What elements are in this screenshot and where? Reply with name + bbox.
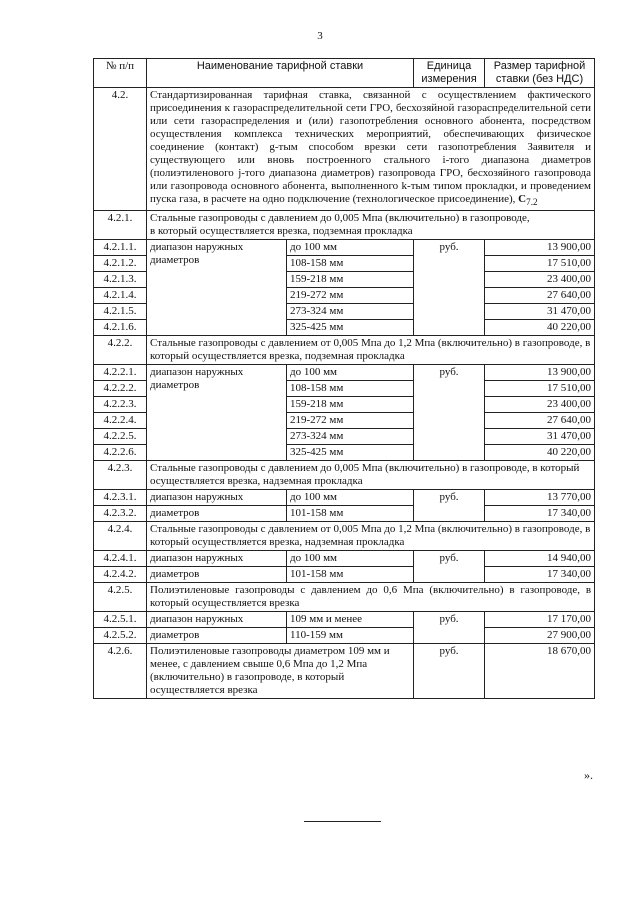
section-text: Стальные газопроводы с давлением до 0,005 Мпа (включительно) в газопроводе, в который осуществляется врезка, подземная прокладка	[147, 211, 595, 240]
diameter-range-label: диаметров	[147, 506, 287, 522]
header-unit: Единица измерения	[414, 59, 485, 88]
section-text: Полиэтиленовые газопроводы диаметром 109 мм и менее, с давлением свыше 0,6 Мпа до 1,2 Мпа (включительно) в газопроводе, в который осуществляется врезка	[147, 644, 414, 699]
section-text: Стандартизированная тарифная ставка, связанной с осуществлением фактического присоединения к газораспределительной сети ГРО, бесхозяйной газораспределительной сети или сети газораспределения и (или) газопотребления основного абонента, посредством осуществления комплекса технических мероприятий, обеспечивающих физическое соединение (контакт) g-тым способом врезки сети газопотребления Заявителя и существующего или вновь построенного стального i-того диапазона диаметров (полиэтиленового j-того диапазона диаметров) газопровода ГРО, бесхозяйного газопровода или газопровода основного абонента, выполненного k-тым типом прокладки, и проведением пуска газа, в расчете на одно подключение (технологическое присоединение), $C_{7.2}$	[147, 88, 595, 211]
tariff-value: 23 400,00	[485, 397, 595, 413]
tariff-value: 27 640,00	[485, 413, 595, 429]
diameter-range: 159-218 мм	[287, 272, 414, 288]
diameter-range-label: диапазон наружных	[147, 551, 287, 567]
diameter-range: 219-272 мм	[287, 288, 414, 304]
diameter-range: 101-158 мм	[287, 506, 414, 522]
diameter-range-label: диаметров	[147, 567, 287, 583]
header-num: № п/п	[94, 59, 147, 88]
row-number: 4.2.5.1.	[94, 612, 147, 628]
diameter-range: до 100 мм	[287, 551, 414, 567]
diameter-range-label: диапазон наружных диаметров	[147, 240, 287, 336]
page-number: 3	[317, 30, 323, 42]
unit-cell: руб.	[414, 551, 485, 583]
tariff-value: 17 510,00	[485, 381, 595, 397]
tariff-value: 31 470,00	[485, 304, 595, 320]
table-row	[94, 506, 595, 522]
section-number: 4.2.3.	[94, 461, 147, 490]
tariff-value: 23 400,00	[485, 272, 595, 288]
row-number: 4.2.5.2.	[94, 628, 147, 644]
row-number: 4.2.2.3.	[94, 397, 147, 413]
closing-quote: ».	[584, 768, 593, 782]
section-number: 4.2.4.	[94, 522, 147, 551]
diameter-range-label: диаметров	[147, 628, 287, 644]
tariff-value: 13 900,00	[485, 240, 595, 256]
diameter-range: 108-158 мм	[287, 256, 414, 272]
tariff-value: 13 770,00	[485, 490, 595, 506]
diameter-range: 101-158 мм	[287, 567, 414, 583]
row-number: 4.2.2.4.	[94, 413, 147, 429]
section-number: 4.2.5.	[94, 583, 147, 612]
unit-cell: руб.	[414, 644, 485, 699]
tariff-value: 14 940,00	[485, 551, 595, 567]
unit-cell: руб.	[414, 365, 485, 461]
table-row	[94, 612, 595, 628]
diameter-range: 273-324 мм	[287, 429, 414, 445]
row-number: 4.2.1.4.	[94, 288, 147, 304]
section-text: Полиэтиленовые газопроводы с давлением до 0,6 Мпа (включительно) в газопроводе, в который осуществляется врезка	[147, 583, 595, 612]
diameter-range: 325-425 мм	[287, 445, 414, 461]
section-text: Стальные газопроводы с давлением от 0,005 Мпа до 1,2 Мпа (включительно) в газопроводе, в который осуществляется врезка, подземная прокладка	[147, 336, 595, 365]
tariff-value: 40 220,00	[485, 320, 595, 336]
table-header-row	[94, 59, 595, 88]
diameter-range: до 100 мм	[287, 490, 414, 506]
table-row	[94, 490, 595, 506]
diameter-range: 325-425 мм	[287, 320, 414, 336]
section-text: Стальные газопроводы с давлением от 0,005 Мпа до 1,2 Мпа (включительно) в газопроводе, в который осуществляется врезка, надземная прокладка	[147, 522, 595, 551]
table-row	[94, 567, 595, 583]
row-number: 4.2.1.3.	[94, 272, 147, 288]
diameter-range-label: диапазон наружных	[147, 490, 287, 506]
table-row	[94, 644, 595, 699]
section-row	[94, 522, 595, 551]
diameter-range-label: диапазон наружных диаметров	[147, 365, 287, 461]
unit-cell: руб.	[414, 240, 485, 336]
row-number: 4.2.1.5.	[94, 304, 147, 320]
section-row	[94, 336, 595, 365]
footnote-divider	[304, 821, 381, 822]
diameter-range: 273-324 мм	[287, 304, 414, 320]
row-number: 4.2.1.1.	[94, 240, 147, 256]
header-size: Размер тарифной ставки (без НДС)	[485, 59, 595, 88]
tariff-value: 31 470,00	[485, 429, 595, 445]
table-row	[94, 551, 595, 567]
tariff-value: 18 670,00	[485, 644, 595, 699]
section-number: 4.2.2.	[94, 336, 147, 365]
tariff-table	[93, 58, 595, 699]
diameter-range: 108-158 мм	[287, 381, 414, 397]
tariff-value: 27 640,00	[485, 288, 595, 304]
row-number: 4.2.2.2.	[94, 381, 147, 397]
tariff-value: 17 510,00	[485, 256, 595, 272]
section-text: Стальные газопроводы с давлением до 0,005 Мпа (включительно) в газопроводе, в который осуществляется врезка, надземная прокладка	[147, 461, 595, 490]
row-number: 4.2.4.2.	[94, 567, 147, 583]
table-row	[94, 628, 595, 644]
diameter-range-label: диапазон наружных	[147, 612, 287, 628]
diameter-range: до 100 мм	[287, 365, 414, 381]
header-name: Наименование тарифной ставки	[147, 59, 414, 88]
section-number: 4.2.6.	[94, 644, 147, 699]
row-number: 4.2.2.1.	[94, 365, 147, 381]
row-number: 4.2.3.1.	[94, 490, 147, 506]
diameter-range: до 100 мм	[287, 240, 414, 256]
tariff-value: 17 340,00	[485, 506, 595, 522]
section-row	[94, 211, 595, 240]
row-number: 4.2.2.5.	[94, 429, 147, 445]
table-row	[94, 365, 595, 381]
tariff-symbol-subscript: 7.2	[526, 197, 538, 208]
section-row	[94, 583, 595, 612]
tariff-value: 17 170,00	[485, 612, 595, 628]
row-number: 4.2.1.6.	[94, 320, 147, 336]
tariff-value: 13 900,00	[485, 365, 595, 381]
unit-cell: руб.	[414, 612, 485, 644]
unit-cell: руб.	[414, 490, 485, 522]
section-row	[94, 88, 595, 211]
tariff-symbol: C	[518, 193, 527, 205]
table-row	[94, 240, 595, 256]
diameter-range: 219-272 мм	[287, 413, 414, 429]
tariff-value: 27 900,00	[485, 628, 595, 644]
section-number: 4.2.1.	[94, 211, 147, 240]
tariff-value: 40 220,00	[485, 445, 595, 461]
tariff-value: 17 340,00	[485, 567, 595, 583]
row-number: 4.2.4.1.	[94, 551, 147, 567]
diameter-range: 110-159 мм	[287, 628, 414, 644]
diameter-range: 109 мм и менее	[287, 612, 414, 628]
section-number: 4.2.	[94, 88, 147, 211]
section-row	[94, 461, 595, 490]
diameter-range: 159-218 мм	[287, 397, 414, 413]
row-number: 4.2.1.2.	[94, 256, 147, 272]
row-number: 4.2.2.6.	[94, 445, 147, 461]
row-number: 4.2.3.2.	[94, 506, 147, 522]
